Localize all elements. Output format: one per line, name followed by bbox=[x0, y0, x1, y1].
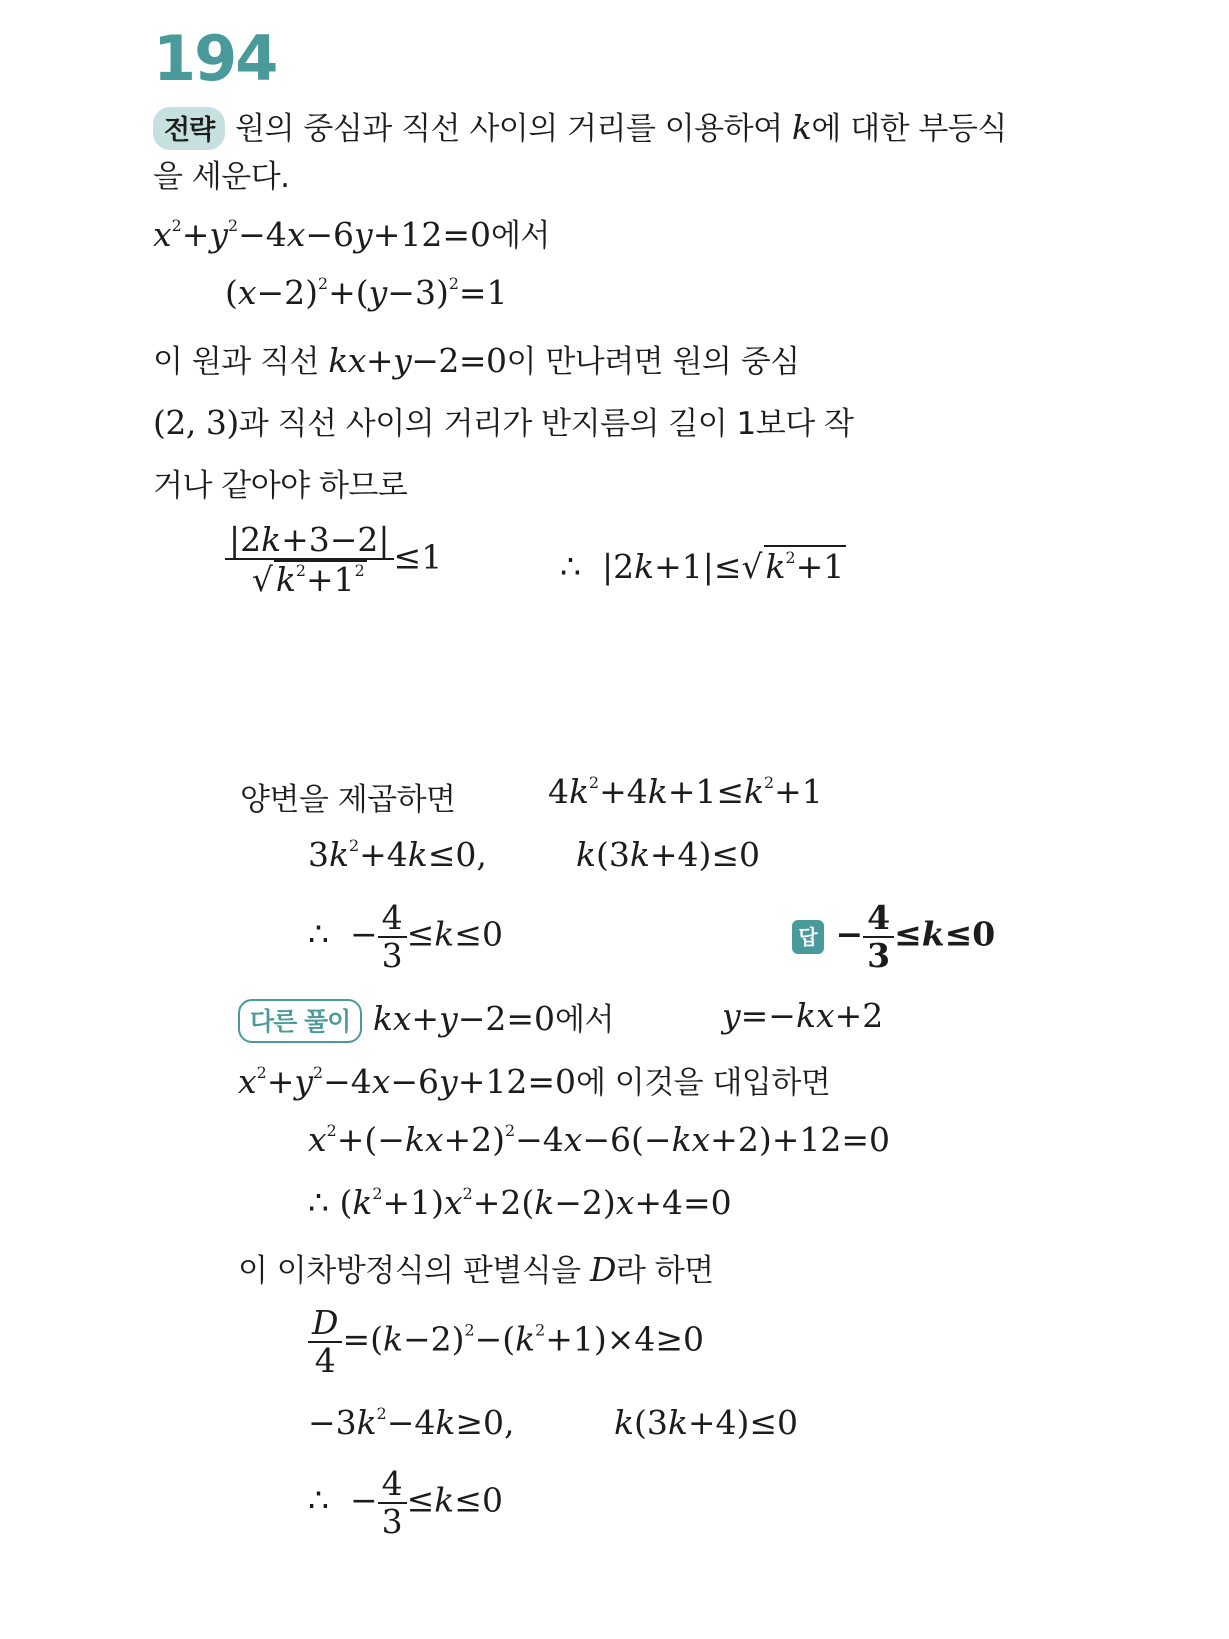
alt-solution-y: y=−kx+2 bbox=[722, 996, 884, 1035]
alt-solution-badge: 다른 풀이 bbox=[238, 999, 362, 1043]
alt-discriminant-text: 이 이차방정식의 판별식을 D라 하면 bbox=[238, 1250, 714, 1289]
result-inequality: ∴ − $\frac{4}{3}$ ≤k≤0 bbox=[308, 898, 503, 975]
square-step-label: 양변을 제곱하면 bbox=[240, 782, 456, 818]
alt-solution-line-1: 다른 풀이 kx+y−2=0에서 bbox=[238, 994, 614, 1043]
condition-line-1: 이 원과 직선 kx+y−2=0이 만나려면 원의 중심 bbox=[153, 341, 800, 380]
circle-standard-form: $(x-2)^2+(y-3)^2=1$ bbox=[225, 273, 508, 312]
answer: 답 − $\frac{4}{3}$ ≤k≤0 bbox=[792, 900, 995, 973]
alt-factored: k(3k+4)≤0 bbox=[614, 1403, 799, 1442]
condition-line-2: (2, 3)과 직선 사이의 거리가 반지름의 길이 1보다 작 bbox=[153, 403, 854, 442]
alt-simplified: $-3k^2-4k\ge 0$, bbox=[308, 1403, 515, 1442]
alt-result: ∴ − $\frac{4}{3}$ ≤k≤0 bbox=[308, 1464, 503, 1541]
alt-substituted-equation: $x^2+(-kx+2)^2-4x-6(-kx+2)+12=0$ bbox=[308, 1120, 890, 1159]
alt-substitute-line: $x^2+y^2-4x-6y+12=0$에 이것을 대입하면 bbox=[238, 1062, 831, 1101]
problem-number: 194 bbox=[153, 22, 277, 95]
distance-inequality: $\frac{|2k+3-2|}{√k^2+1^2}$ ≤1 bbox=[225, 522, 442, 597]
circle-equation: $x^2+y^2-4x-6y+12=0$에서 bbox=[153, 215, 550, 254]
strategy-line-2: 을 세운다. bbox=[153, 159, 290, 195]
alt-quadratic: ∴ $(k^2+1)x^2+2(k-2)x+4=0$ bbox=[308, 1183, 732, 1222]
square-step-equation: $4k^2+4k+1\le k^2+1$ bbox=[548, 772, 823, 811]
answer-badge: 답 bbox=[792, 920, 824, 954]
simplified-inequality: $3k^2+4k\le 0$, bbox=[308, 835, 487, 874]
condition-line-3: 거나 같아야 하므로 bbox=[153, 468, 408, 504]
alt-discriminant-inequality: $\frac{D}{4}$ $=(k-2)^2-(k^2+1)\times 4\ge 0$ bbox=[308, 1305, 704, 1378]
factored-inequality: k(3k+4)≤0 bbox=[576, 835, 761, 874]
strategy-line-1: 전략 원의 중심과 직선 사이의 거리를 이용하여 k에 대한 부등식 bbox=[153, 103, 1007, 150]
distance-result: ∴ $|2k+1|\le√k^2+1$ bbox=[560, 547, 845, 586]
strategy-badge: 전략 bbox=[153, 107, 225, 150]
